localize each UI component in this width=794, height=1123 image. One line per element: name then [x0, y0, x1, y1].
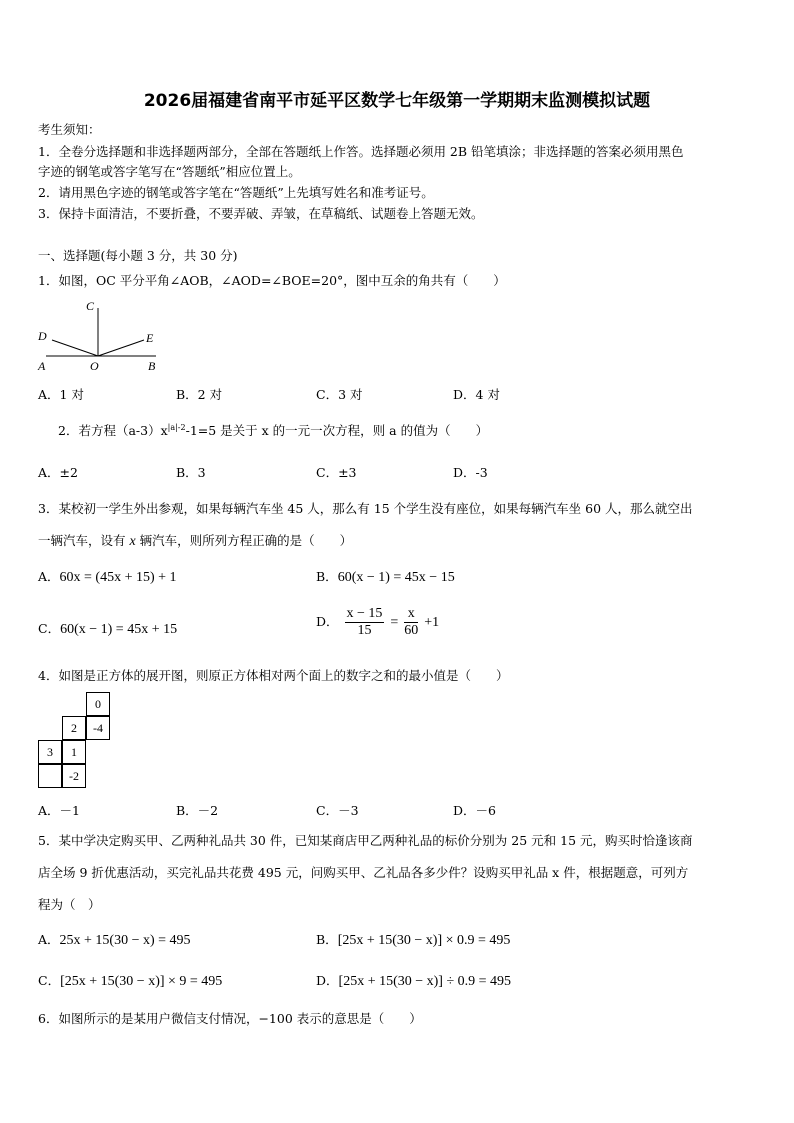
q4-net-cell: 0: [86, 692, 110, 716]
q3-option-d-fraction-2: [404, 606, 418, 639]
q3-option-d-tail: +1: [424, 615, 440, 630]
q3-line-2: [38, 531, 352, 550]
q5-option-d: [316, 971, 511, 990]
q1-label-e: E: [146, 331, 154, 345]
q5-option-b-equation: [25x + 15(30 − x)] × 0.9 = 495: [337, 933, 511, 948]
q2-suffix: -1=5 是关于 x 的一元一次方程，则 a 的值为（ ）: [185, 423, 489, 438]
q4-net-cell: 1: [62, 740, 86, 764]
q1-text: 1．如图，OC 平分平角∠AOB，∠AOD=∠BOE=20°，图中互余的角共有（ ）: [38, 273, 506, 288]
q3-option-b-label: B．: [316, 569, 338, 584]
q5-option-b: [316, 930, 510, 949]
q2-option-a: A．±2: [38, 465, 78, 480]
page-title: 2026届福建省南平市延平区数学七年级第一学期期末监测模拟试题: [143, 91, 651, 111]
q3-option-d-label: D．: [316, 614, 339, 629]
q3-option-c: [38, 619, 177, 638]
q3-option-a-label: A．: [38, 569, 60, 584]
notice-item-3: 3．保持卡面清洁，不要折叠，不要弄破、弄皱，在草稿纸、试题卷上答题无效。: [38, 206, 484, 221]
q3-option-a: [38, 567, 177, 586]
q3-option-d-equals: =: [390, 615, 399, 630]
q5-option-a-label: A．: [38, 932, 60, 947]
q4-net-cell: -2: [62, 764, 86, 788]
q3-option-d-denominator-1: 15: [357, 623, 372, 638]
q1-option-c: C．3 对: [316, 387, 363, 402]
q4-text: 4．如图是正方体的展开图，则原正方体相对两个面上的数字之和的最小值是（ ）: [38, 668, 509, 683]
notice-item-1-line-1: 1．全卷分选择题和非选择题两部分，全部在答题纸上作答。选择题必须用 2B 铅笔填涂；非选择题的答案必须用黑色: [38, 144, 684, 159]
q4-option-b: B．－2: [176, 803, 219, 818]
q5-option-b-label: B．: [316, 932, 338, 947]
q4-net-cell: 3: [38, 740, 62, 764]
q3-variable: x: [129, 534, 136, 549]
q3-option-a-equation: 60x = (45x + 15) + 1: [59, 570, 177, 585]
q3-line-1: 3．某校初一学生外出参观，如果每辆汽车坐 45 人，那么有 15 个学生没有座位，如果每辆汽车坐 60 人，那么就空出: [38, 501, 693, 516]
q3-option-d: [316, 606, 439, 639]
q4-net-cell: -4: [86, 716, 110, 740]
q3-option-d-fraction-1: [345, 606, 385, 639]
q1-label-o: O: [90, 359, 99, 373]
q3-line-2-b: 辆汽车，则所列方程正确的是（ ）: [135, 533, 353, 548]
q2-option-c: C．±3: [316, 465, 357, 480]
q5-option-d-equation: [25x + 15(30 − x)] ÷ 0.9 = 495: [338, 974, 512, 989]
q1-option-d: D．4 对: [453, 387, 500, 402]
q3-option-c-label: C．: [38, 621, 61, 636]
q3-option-d-numerator-2: x: [404, 606, 418, 623]
q2-text: [58, 421, 488, 439]
q2-option-b: B．3: [176, 465, 206, 480]
q1-label-c: C: [86, 299, 95, 313]
q4-net-cell: 2: [62, 716, 86, 740]
q5-option-a: [38, 930, 191, 949]
q5-line-3: 程为（ ）: [38, 897, 101, 912]
q3-option-c-equation: 60(x − 1) = 45x + 15: [60, 622, 178, 637]
q5-option-c-label: C．: [38, 973, 61, 988]
q4-option-c: C．－3: [316, 803, 359, 818]
notice-item-1-line-2: 字迹的钢笔或答字笔写在“答题纸”相应位置上。: [38, 164, 301, 179]
q3-option-d-denominator-2: 60: [404, 623, 419, 638]
q2-option-d: D．-3: [453, 465, 488, 480]
q1-angle-figure: [34, 296, 164, 374]
q3-option-b-equation: 60(x − 1) = 45x − 15: [337, 570, 455, 585]
q5-option-c: [38, 971, 222, 990]
q5-option-d-label: D．: [316, 973, 339, 988]
q2-prefix: 2．若方程（a-3）x: [58, 423, 168, 438]
q1-option-b: B．2 对: [176, 387, 223, 402]
q6-text: 6．如图所示的是某用户微信支付情况，−100 表示的意思是（ ）: [38, 1011, 422, 1026]
q2-exponent: |a|-2: [167, 422, 186, 432]
q4-net-cell: [38, 764, 62, 788]
q5-option-c-equation: [25x + 15(30 − x)] × 9 = 495: [60, 974, 223, 989]
q1-label-b: B: [148, 359, 156, 373]
q1-option-a: A．1 对: [38, 387, 84, 402]
q4-option-d: D．－6: [453, 803, 496, 818]
q5-line-1: 5．某中学决定购买甲、乙两种礼品共 30 件，已知某商店甲乙两种礼品的标价分别为 25 元和 15 元，购买时恰逢该商: [38, 833, 693, 848]
q1-label-d: D: [38, 329, 47, 343]
q3-option-d-numerator-1: x − 15: [346, 606, 383, 621]
q5-line-2: 店全场 9 折优惠活动，买完礼品共花费 495 元，问购买甲、乙礼品各多少件？设购买甲礼品 x 件，根据题意，可列方: [38, 865, 689, 880]
q5-option-a-equation: 25x + 15(30 − x) = 495: [59, 933, 191, 948]
section-heading: 一、选择题(每小题 3 分，共 30 分): [38, 248, 238, 263]
q1-label-a: A: [38, 359, 46, 373]
notice-item-2: 2．请用黑色字迹的钢笔或答字笔在“答题纸”上先填写姓名和准考证号。: [38, 185, 434, 200]
q3-line-2-a: 一辆汽车，设有: [38, 533, 130, 548]
q3-option-b: [316, 567, 455, 586]
notice-heading: 考生须知：: [38, 122, 101, 137]
q4-option-a: A．－1: [38, 803, 80, 818]
